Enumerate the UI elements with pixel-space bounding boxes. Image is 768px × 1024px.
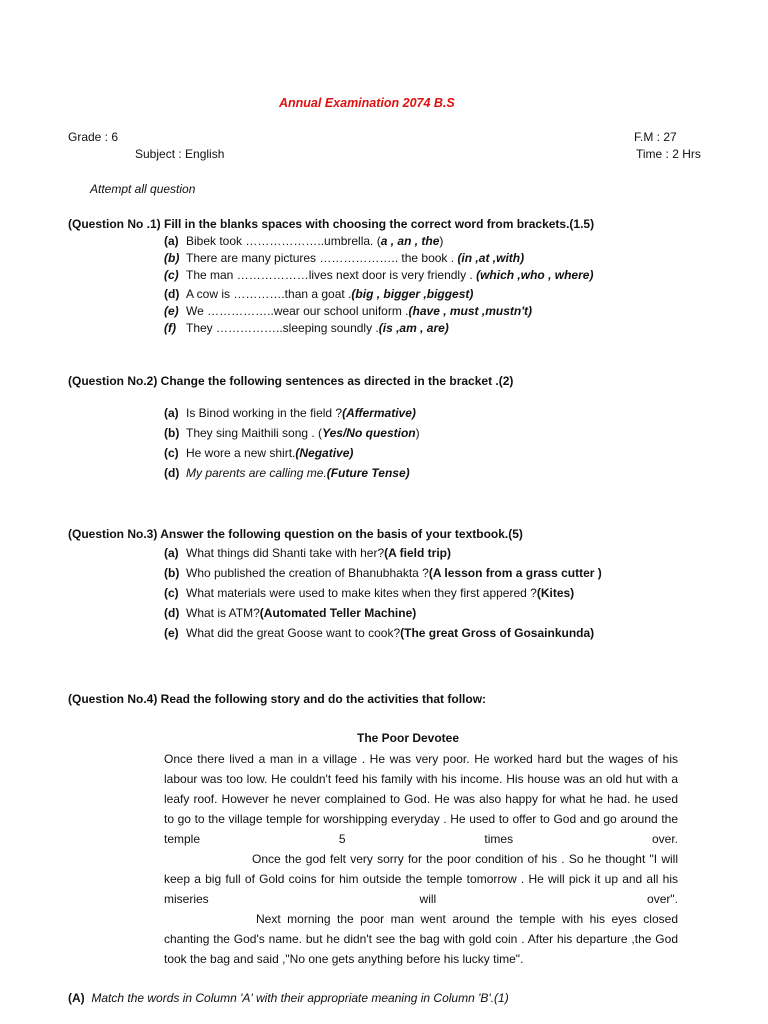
q1-item-e: (e) We ……………..wear our school uniform .(have , must ,mustn't) (164, 304, 533, 318)
item-label: (d) (164, 287, 180, 301)
item-label: (e) (164, 626, 179, 640)
exam-title: Annual Examination 2074 B.S (279, 96, 455, 110)
story-body (164, 749, 678, 969)
q1-item-a: (a) Bibek took ………………..umbrella. (a , an , the) (164, 234, 444, 248)
item-label: (f) (164, 321, 176, 335)
q2-item-c: (c) He wore a new shirt.(Negative) (164, 446, 354, 460)
question-1-heading: (Question No .1) Fill in the blanks spaces with choosing the correct word from brackets.(1.5) (68, 217, 595, 231)
story-title: The Poor Devotee (357, 731, 460, 745)
grade-label: Grade : 6 (68, 130, 119, 144)
q3-item-e: (e) What did the great Goose want to cook?(The great Gross of Gosainkunda) (164, 626, 595, 640)
item-label: (c) (164, 586, 179, 600)
activity-a (68, 991, 509, 1005)
q3-item-c: (c) What materials were used to make kites when they first appered ?(Kites) (164, 586, 575, 600)
question-4-heading: (Question No.4) Read the following story and do the activities that follow: (68, 692, 487, 706)
story-paragraph-2: Once the god felt very sorry for the poor condition of his . So he thought "I will keep a big full of Gold coins for him outside the temple tomorrow . He will pick it up and all his miseries will over". (164, 852, 678, 906)
item-hint: (Automated Teller Machine) (259, 606, 417, 620)
story-paragraph-3: Next morning the poor man went around the temple with his eyes closed chanting the God's name. but he didn't see the bag with gold coin . After his departure ,the God took the bag and said ,"No one gets anything before his lucky time". (164, 912, 678, 966)
full-marks-label: F.M : 27 (634, 130, 677, 144)
item-hint: (have , must ,mustn't) (408, 304, 533, 318)
time-label: Time : 2 Hrs (636, 147, 701, 161)
item-label: (d) (164, 466, 180, 480)
q1-item-b: (b) There are many pictures ……………….. the book . (in ,at ,with) (164, 251, 525, 265)
item-hint: (big , bigger ,biggest) (351, 287, 474, 301)
item-label: (a) (164, 406, 179, 420)
question-3-heading: (Question No.3) Answer the following question on the basis of your textbook.(5) (68, 527, 523, 541)
item-hint: (in ,at ,with) (457, 251, 525, 265)
item-hint: (A field trip) (384, 546, 452, 560)
item-hint: (Affermative) (342, 406, 416, 420)
item-label: (b) (164, 426, 180, 440)
q2-item-b: (b) They sing Maithili song . (Yes/No question) (164, 426, 420, 440)
q1-item-c: (c) The man ………………lives next door is very friendly . (which ,who , where) (164, 268, 594, 282)
item-hint: a , an , the (380, 234, 440, 248)
item-label: (c) (164, 446, 179, 460)
story-paragraph-1: Once there lived a man in a village . He was very poor. He worked hard but the wages of his labour was too low. He couldn't feed his family with his income. His house was an old hut with a leafy roof. However he never complained to God. He was also happy for what he had. he used to go to the village temple for worshipping everyday . He used to offer to God and go around the temple 5 times over. (164, 752, 678, 846)
item-label: (e) (164, 304, 179, 318)
item-label: (a) (164, 234, 179, 248)
question-2-heading: (Question No.2) Change the following sentences as directed in the bracket .(2) (68, 374, 514, 388)
q3-item-d: (d) What is ATM?(Automated Teller Machine) (164, 606, 417, 620)
q3-item-a: (a) What things did Shanti take with her?(A field trip) (164, 546, 452, 560)
activity-text: Match the words in Column 'A' with their appropriate meaning in Column 'B'.(1) (91, 991, 509, 1005)
q2-item-d: (d) My parents are calling me.(Future Tense) (164, 466, 410, 480)
item-hint: (The great Gross of Gosainkunda) (400, 626, 595, 640)
item-hint: (which ,who , where) (476, 268, 594, 282)
item-hint: (is ,am , are) (378, 321, 449, 335)
q1-item-f: (f) They ……………..sleeping soundly .(is ,am , are) (164, 321, 449, 335)
q3-item-b: (b) Who published the creation of Bhanubhakta ?(A lesson from a grass cutter ) (164, 566, 602, 580)
item-hint: (Kites) (536, 586, 575, 600)
q1-item-d: (d) A cow is ………….than a goat .(big , bigger ,biggest) (164, 287, 474, 301)
item-label: (c) (164, 268, 179, 282)
instruction-text: Attempt all question (90, 182, 196, 196)
q2-item-a: (a) Is Binod working in the field ?(Affermative) (164, 406, 416, 420)
item-hint: Yes/No question (322, 426, 416, 440)
item-label: (a) (164, 546, 179, 560)
item-hint: (A lesson from a grass cutter ) (428, 566, 602, 580)
activity-label: (A) (68, 991, 85, 1005)
item-label: (d) (164, 606, 180, 620)
item-hint: (Future Tense) (326, 466, 410, 480)
item-label: (b) (164, 566, 180, 580)
item-label: (b) (164, 251, 180, 265)
subject-label: Subject : English (135, 147, 225, 161)
item-hint: (Negative) (295, 446, 354, 460)
